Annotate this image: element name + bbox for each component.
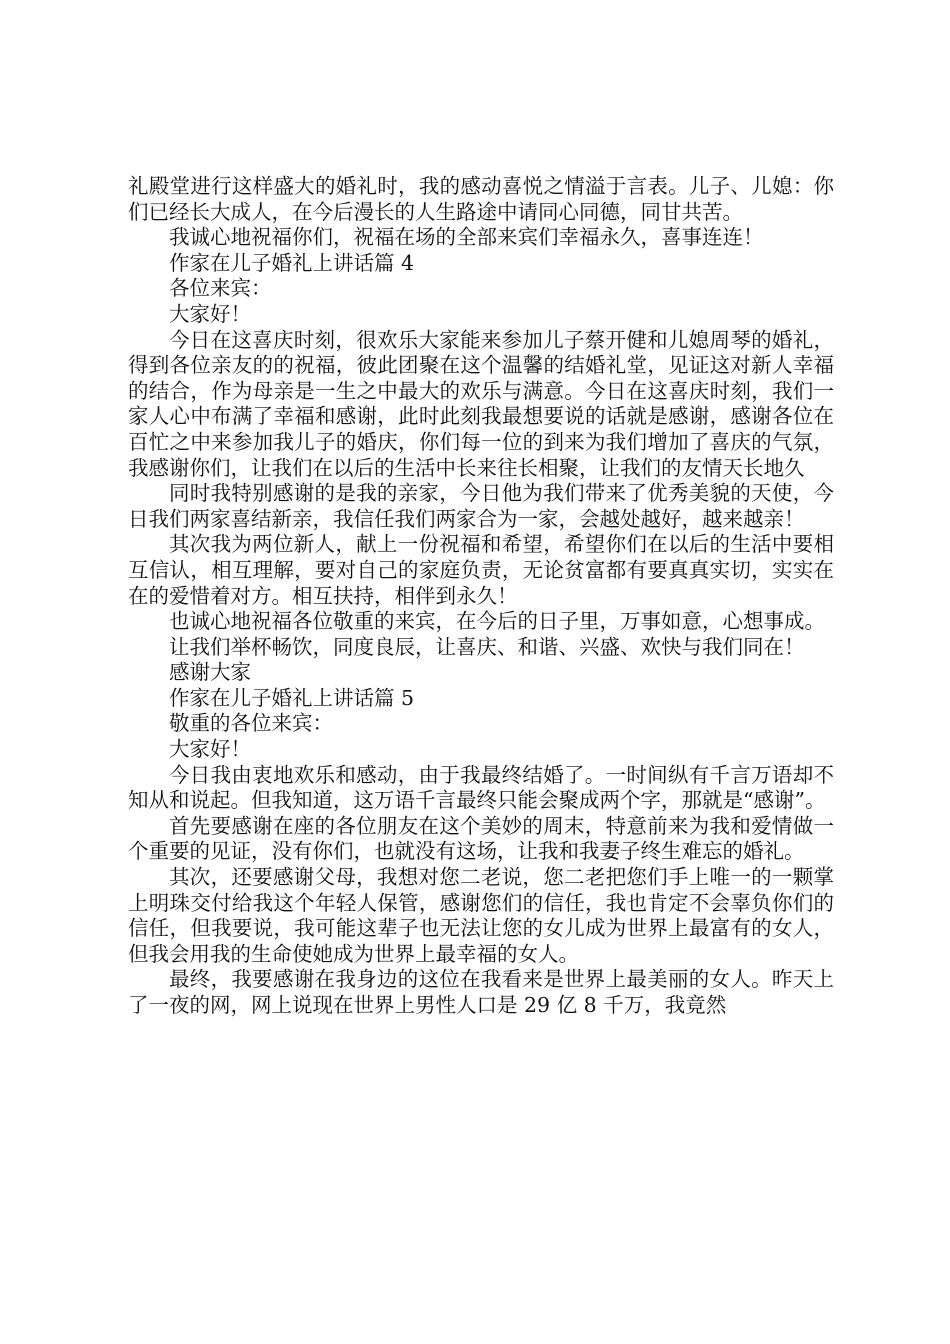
paragraph: 其次我为两位新人，献上一份祝福和希望，希望你们在以后的生活中要相互信认，相互理解，要对自己的家庭负责，无论贫富都有要真真实切，实实在在的爱惜着对方。相互扶持，相伴到永久！: [128, 532, 834, 608]
greeting: 大家好！: [169, 737, 251, 762]
document-body: [128, 174, 834, 1019]
closing: 感谢大家: [169, 660, 251, 685]
paragraph: 首先要感谢在座的各位朋友在这个美妙的周末，特意前来为我和爱情做一个重要的见证，没有你们，也就没有这场，让我和我妻子终生难忘的婚礼。: [128, 813, 834, 864]
paragraph: 今日在这喜庆时刻，很欢乐大家能来参加儿子蔡开健和儿媳周琴的婚礼，得到各位亲友的的祝福，彼此团聚在这个温馨的结婚礼堂，见证这对新人幸福的结合，作为母亲是一生之中最大的欢乐与满意。今日在这喜庆时刻，我们一家人心中布满了幸福和感谢，此时此刻我最想要说的话就是感谢，感谢各位在百忙之中来参加我儿子的婚庆，你们每一位的到来为我们增加了喜庆的气氛，我感谢你们，让我们在以后的生活中长来往长相聚，让我们的友情天长地久: [128, 327, 834, 480]
section-heading: 作家在儿子婚礼上讲话篇 4: [169, 250, 415, 275]
paragraph: 其次，还要感谢父母，我想对您二老说，您二老把您们手上唯一的一颗掌上明珠交付给我这个年轻人保管，感谢您们的信任，我也肯定不会辜负你们的信任，但我要说，我可能这辈子也无法让您的女儿成为世界上最富有的女人，但我会用我的生命使她成为世界上最幸福的女人。: [128, 865, 834, 966]
paragraph: 让我们举杯畅饮，同度良辰，让喜庆、和谐、兴盛、欢快与我们同在！: [169, 634, 805, 659]
paragraph: 同时我特别感谢的是我的亲家，今日他为我们带来了优秀美貌的天使，今日我们两家喜结新亲，我信任我们两家合为一家，会越处越好，越来越亲！: [128, 481, 834, 531]
paragraph: 最终，我要感谢在我身边的这位在我看来是世界上最美丽的女人。昨天上了一夜的网，网上说现在世界上男性人口是 29 亿 8 千万，我竟然: [128, 967, 834, 1017]
section-heading: 作家在儿子婚礼上讲话篇 5: [169, 685, 415, 710]
paragraph: 今日我由衷地欢乐和感动，由于我最终结婚了。一时间纵有千言万语却不知从和说起。但我知道，这万语千言最终只能会聚成两个字，那就是“感谢”。: [128, 762, 834, 813]
salutation: 敬重的各位来宾：: [169, 711, 333, 736]
salutation: 各位来宾：: [169, 276, 272, 301]
paragraph: 我诚心地祝福你们，祝福在场的全部来宾们幸福永久，喜事连连！: [169, 225, 764, 250]
paragraph: 也诚心地祝福各位敬重的来宾，在今后的日子里，万事如意，心想事成。: [169, 609, 825, 634]
greeting: 大家好！: [169, 301, 251, 326]
paragraph-continued: 礼殿堂进行这样盛大的婚礼时，我的感动喜悦之情溢于言表。儿子、儿媳：你们已经长大成人，在今后漫长的人生路途中请同心同德，同甘共苦。: [128, 174, 834, 224]
